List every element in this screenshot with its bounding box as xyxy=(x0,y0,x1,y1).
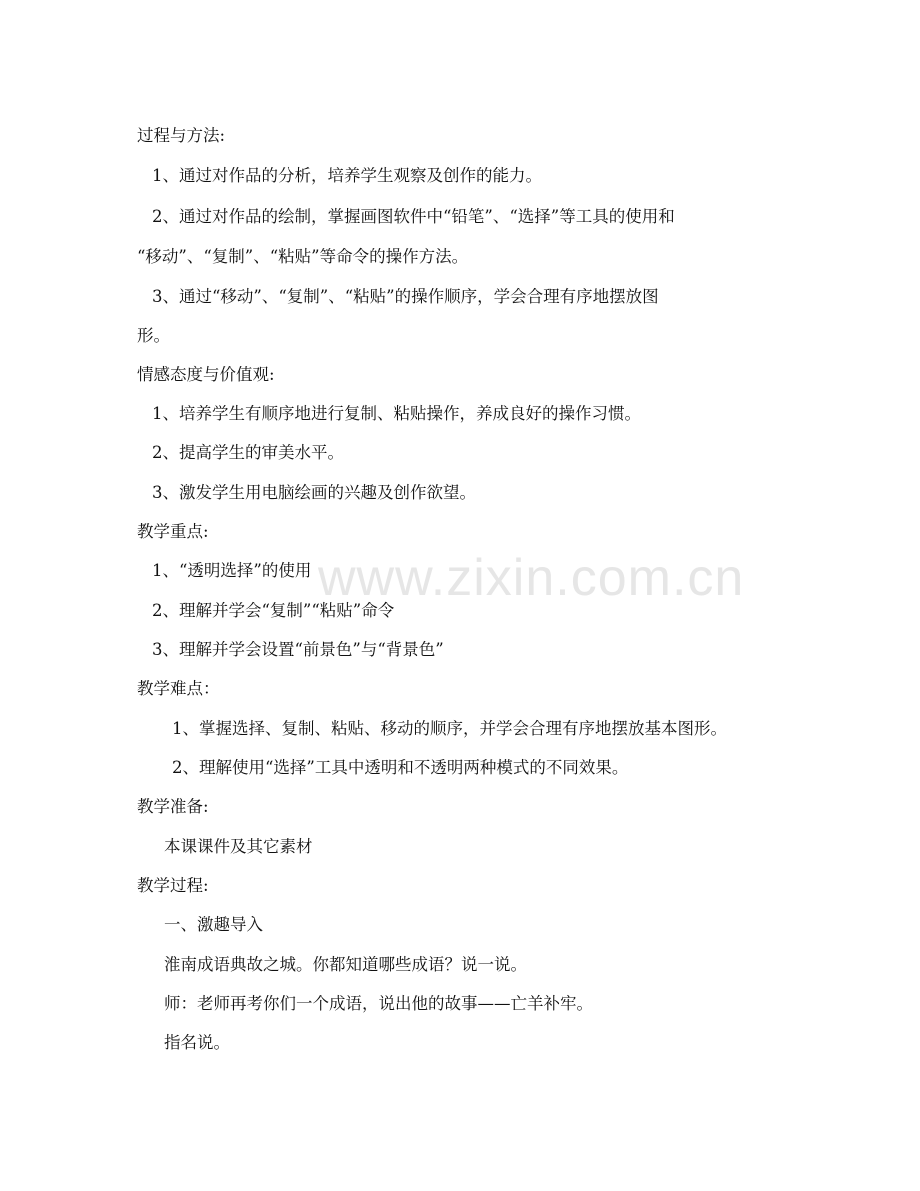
preparation-item-1: 本课课件及其它素材 xyxy=(164,837,313,856)
watermark: www.zixin.com.cn xyxy=(318,549,745,607)
heading-difficulties: 教学难点： xyxy=(137,679,220,698)
emotion-item-3: 3、激发学生用电脑绘画的兴趣及创作欲望。 xyxy=(152,483,476,502)
key-points-item-3: 3、理解并学会设置“前景色”与“背景色” xyxy=(152,640,444,659)
process-section-1: 一、激趣导入 xyxy=(164,915,263,934)
emotion-item-1: 1、培养学生有顺序地进行复制、粘贴操作，养成良好的操作习惯。 xyxy=(152,404,641,423)
key-points-item-2: 2、理解并学会“复制”“粘贴”命令 xyxy=(152,601,395,620)
process-method-item-2-line-1: 2、通过对作品的绘制，掌握画图软件中“铅笔”、“选择”等工具的使用和 xyxy=(152,207,675,226)
process-paragraph-2: 师：老师再考你们一个成语，说出他的故事——亡羊补牢。 xyxy=(164,994,593,1013)
heading-process: 教学过程: xyxy=(137,876,209,895)
difficulties-item-1: 1、掌握选择、复制、粘贴、移动的顺序，并学会合理有序地摆放基本图形。 xyxy=(172,719,727,738)
heading-process-method: 过程与方法: xyxy=(137,126,226,145)
process-paragraph-1: 淮南成语典故之城。你都知道哪些成语？说一说。 xyxy=(164,955,527,974)
process-method-item-1: 1、通过对作品的分析，培养学生观察及创作的能力。 xyxy=(152,166,542,185)
process-method-item-2-line-2: “移动”、“复制”、“粘贴”等命令的操作方法。 xyxy=(137,247,469,266)
process-method-item-3-line-1: 3、通过“移动”、“复制”、“粘贴”的操作顺序，学会合理有序地摆放图 xyxy=(152,287,659,306)
heading-key-points: 教学重点: xyxy=(137,522,209,541)
process-method-item-3-line-2: 形。 xyxy=(137,326,170,345)
heading-emotion: 情感态度与价值观: xyxy=(137,365,275,384)
heading-preparation: 教学准备: xyxy=(137,797,209,816)
emotion-item-2: 2、提高学生的审美水平。 xyxy=(152,443,344,462)
difficulties-item-2: 2、理解使用“选择”工具中透明和不透明两种模式的不同效果。 xyxy=(172,758,629,777)
key-points-item-1: 1、“透明选择”的使用 xyxy=(152,561,312,580)
process-paragraph-3: 指名说。 xyxy=(164,1033,230,1052)
